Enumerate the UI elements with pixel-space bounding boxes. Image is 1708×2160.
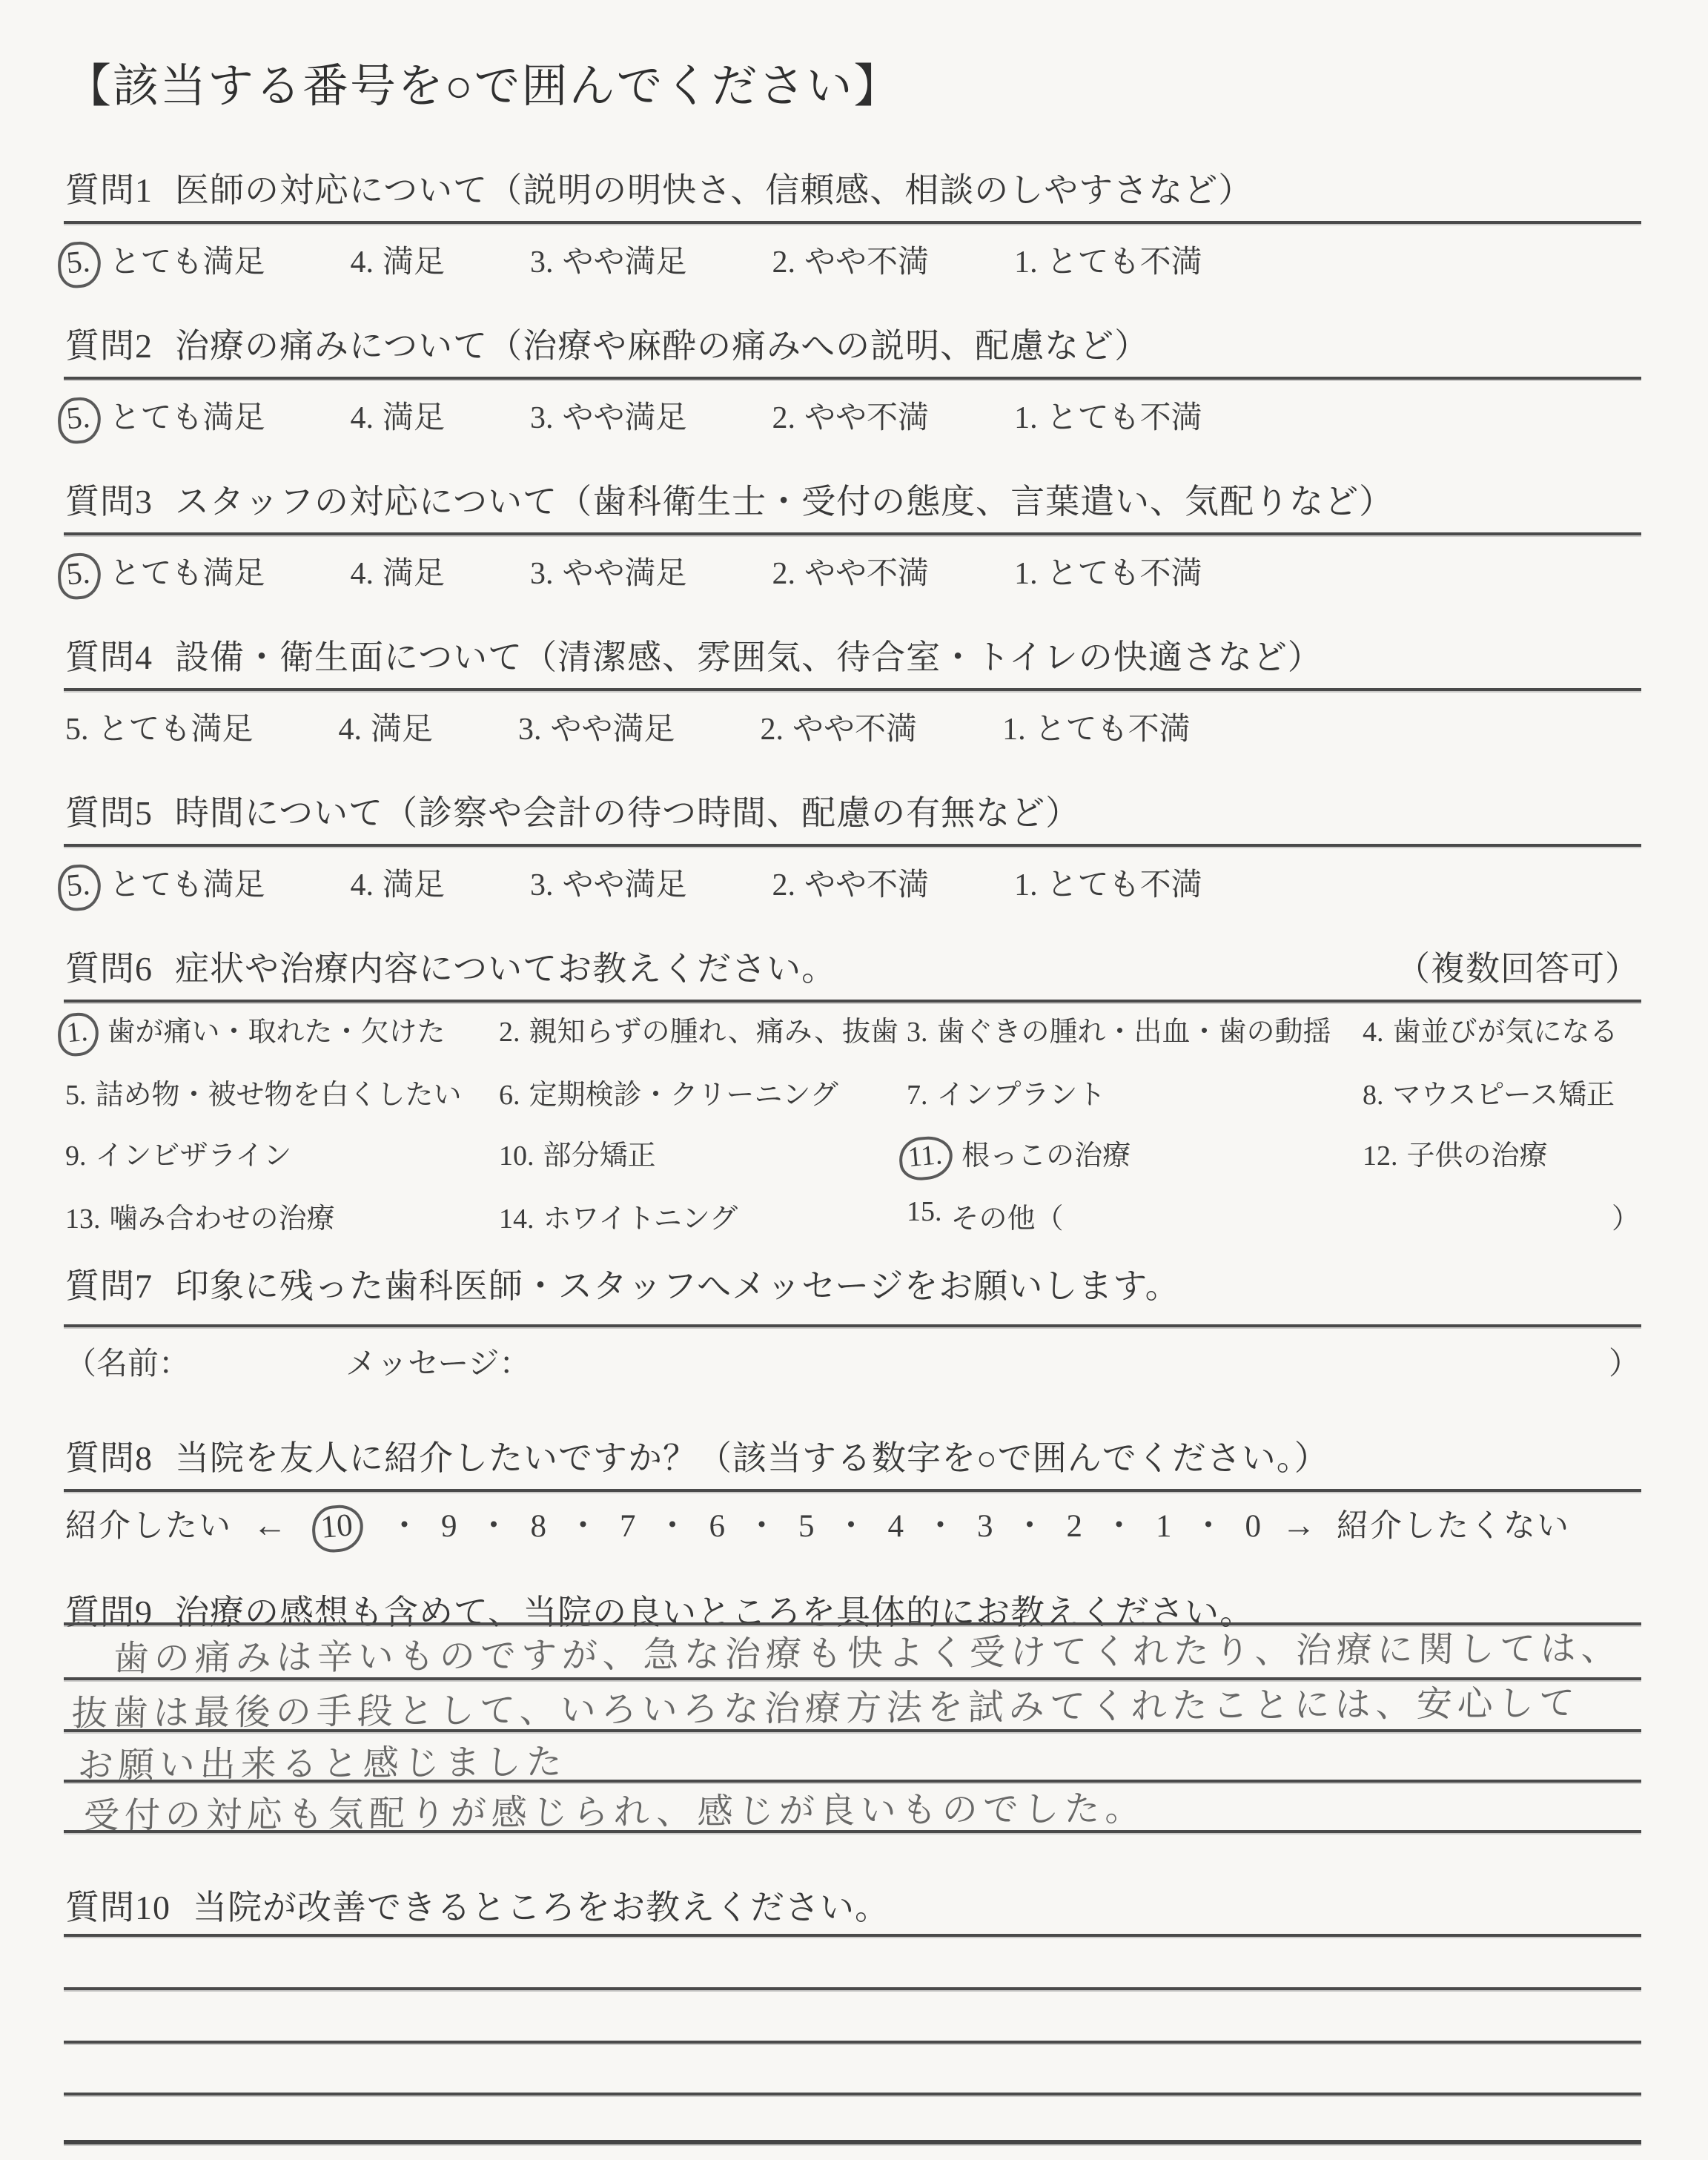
- handwritten-answer-line: 受付の対応も気配りが感じられ、感じが良いものでした。: [83, 1787, 1147, 1837]
- option-number: 5.: [56, 552, 102, 601]
- question-number: 質問10: [65, 1889, 171, 1926]
- symptom-item-15-other: [907, 1195, 1640, 1236]
- divider-rule: [64, 688, 1641, 691]
- option-label: やや満足: [562, 401, 687, 435]
- question-5-header: [65, 786, 1640, 835]
- item-number: 10.: [499, 1140, 534, 1172]
- item-number: 12.: [1363, 1140, 1398, 1172]
- option-label: やや満足: [562, 557, 687, 591]
- item-label: 詰め物・被せ物を白くしたい: [95, 1080, 462, 1111]
- divider-rule: [64, 532, 1641, 535]
- answer-rule: [64, 1830, 1641, 1833]
- message-field-label: メッセージ：: [345, 1347, 531, 1381]
- answer-rule: [64, 1934, 1641, 1937]
- item-number: 8.: [1363, 1080, 1384, 1111]
- nps-number-0: 0: [1245, 1509, 1261, 1544]
- question-number: 質問6: [65, 950, 153, 988]
- symptom-item-8: [1363, 1071, 1640, 1112]
- option-very-dissatisfied: [1014, 860, 1202, 906]
- option-very-dissatisfied: [1014, 549, 1202, 595]
- option-label: とても満足: [109, 557, 265, 591]
- symptom-item-6: [499, 1071, 907, 1112]
- option-very-satisfied: [65, 393, 265, 439]
- symptom-item-12: [1363, 1132, 1640, 1175]
- question-title: 印象に残った歯科医師・スタッフへメッセージをお願いします。: [175, 1267, 1180, 1305]
- question-title: 治療の痛みについて（治療や麻酔の痛みへの説明、配慮など）: [175, 327, 1150, 365]
- dot-separator: ・: [388, 1509, 420, 1544]
- item-label: インプラント: [936, 1080, 1106, 1111]
- option-label: とても満足: [109, 245, 265, 280]
- question-number: 質問1: [65, 171, 153, 209]
- close-paren: ）: [1611, 1203, 1640, 1235]
- dot-separator: ・: [746, 1509, 778, 1544]
- option-number: 1.: [1002, 713, 1026, 747]
- nps-number-5: 5: [798, 1509, 815, 1544]
- question-7-header: [65, 1259, 1640, 1308]
- nps-number-6: 6: [709, 1509, 725, 1544]
- option-somewhat-dissatisfied: [772, 860, 930, 906]
- option-number: 3.: [530, 557, 554, 591]
- item-label: 噛み合わせの治療: [109, 1203, 335, 1235]
- question-5-options: [65, 860, 1202, 906]
- option-label: やや満足: [550, 713, 675, 747]
- option-somewhat-satisfied: [518, 704, 675, 749]
- option-satisfied: [351, 860, 446, 906]
- question-8-header: [65, 1431, 1640, 1480]
- option-number: 3.: [530, 401, 554, 435]
- dot-separator: ・: [1013, 1509, 1046, 1544]
- option-somewhat-satisfied: [530, 549, 687, 595]
- option-satisfied: [351, 549, 446, 595]
- dot-separator: ・: [924, 1509, 956, 1544]
- option-somewhat-satisfied: [530, 393, 687, 439]
- other-blank-space: [1064, 1195, 1612, 1236]
- close-paren: ）: [1608, 1347, 1640, 1381]
- item-label: 定期検診・クリーニング: [529, 1080, 838, 1111]
- option-number: 4.: [350, 557, 374, 591]
- question-title: スタッフの対応について（歯科衛生士・受付の態度、言葉遣い、気配りなど）: [175, 483, 1394, 521]
- symptom-item-11: [907, 1132, 1363, 1175]
- option-number: 2.: [772, 557, 796, 591]
- option-label: とても満足: [97, 713, 254, 747]
- blank-answer-rule: [64, 1987, 1641, 1990]
- question-4-header: [65, 630, 1640, 679]
- item-label: 子供の治療: [1406, 1140, 1548, 1172]
- option-label: やや不満: [804, 557, 930, 591]
- item-number: 5.: [65, 1080, 87, 1111]
- blank-answer-rule: [64, 2093, 1641, 2095]
- item-label: マウスピース矯正: [1392, 1080, 1615, 1111]
- question-2-header: [65, 319, 1640, 368]
- option-somewhat-dissatisfied: [761, 704, 918, 749]
- option-label: とても不満: [1046, 557, 1202, 591]
- question-title: 治療の感想も含めて、当院の良いところを具体的にお教えください。: [175, 1593, 1255, 1631]
- symptom-item-3: [907, 1008, 1363, 1051]
- question-number: 質問2: [65, 327, 153, 365]
- option-label: 満足: [383, 557, 446, 591]
- option-number: 5.: [56, 863, 102, 913]
- nps-scale-row: [65, 1501, 1640, 1552]
- symptom-item-5: [65, 1071, 499, 1112]
- dot-separator: ・: [567, 1509, 599, 1544]
- symptom-item-2: [499, 1008, 907, 1051]
- item-number: 11.: [898, 1135, 955, 1182]
- option-number: 5.: [65, 713, 89, 747]
- question-title: 設備・衛生面について（清潔感、雰囲気、待合室・トイレの快適さなど）: [175, 638, 1323, 676]
- option-number: 4.: [350, 401, 374, 435]
- option-very-satisfied: [65, 549, 265, 595]
- blank-answer-rule: [64, 2140, 1641, 2144]
- option-somewhat-satisfied: [530, 237, 687, 283]
- divider-rule: [64, 844, 1641, 847]
- nps-number-7: 7: [620, 1509, 636, 1544]
- option-label: 満足: [371, 713, 434, 747]
- blank-answer-rule: [64, 2041, 1641, 2044]
- option-label: とても不満: [1046, 868, 1202, 902]
- question-title: 医師の対応について（説明の明快さ、信頼感、相談のしやすさなど）: [175, 171, 1254, 209]
- option-label: やや不満: [804, 868, 930, 902]
- option-somewhat-dissatisfied: [772, 393, 930, 439]
- nps-number-2: 2: [1066, 1509, 1082, 1544]
- nps-number-8: 8: [530, 1509, 546, 1544]
- question-number: 質問9: [65, 1593, 153, 1631]
- option-number: 5.: [56, 396, 102, 446]
- question-1-header: [65, 163, 1640, 212]
- item-number: 2.: [499, 1017, 520, 1048]
- question-number: 質問8: [65, 1439, 153, 1477]
- option-number: 1.: [1014, 868, 1038, 902]
- option-label: 満足: [383, 401, 446, 435]
- option-satisfied: [351, 393, 446, 439]
- item-label: 部分矯正: [543, 1140, 656, 1172]
- option-very-satisfied: [65, 704, 254, 749]
- option-number: 4.: [338, 713, 363, 747]
- option-number: 2.: [772, 868, 796, 902]
- question-6-options-grid: [65, 1008, 1640, 1236]
- item-number: 7.: [907, 1080, 928, 1111]
- dot-separator: ・: [1103, 1509, 1135, 1544]
- option-label: やや満足: [562, 245, 687, 280]
- handwritten-answer-line: 抜歯は最後の手段として、いろいろな治療方法を試みてくれたことには、安心して: [71, 1682, 1580, 1734]
- option-label: 満足: [383, 245, 446, 280]
- item-label: 歯ぐきの腫れ・出血・歯の動揺: [936, 1017, 1331, 1048]
- item-label: 歯が痛い・取れた・欠けた: [107, 1017, 446, 1048]
- symptom-item-14: [499, 1195, 907, 1236]
- option-number: 4.: [350, 868, 374, 902]
- item-number: 6.: [499, 1080, 520, 1111]
- item-label: 親知らずの腫れ、痛み、抜歯: [529, 1017, 899, 1048]
- divider-rule: [64, 1000, 1641, 1003]
- option-number: 1.: [1014, 401, 1038, 435]
- item-number: 4.: [1363, 1017, 1384, 1048]
- question-title: 当院を友人に紹介したいですか？（該当する数字を○で囲んでください。）: [175, 1439, 1329, 1477]
- option-label: やや不満: [804, 245, 930, 280]
- item-label: 根っこの治療: [961, 1140, 1131, 1172]
- dot-separator: ・: [477, 1509, 510, 1544]
- item-number: 15.: [907, 1196, 942, 1227]
- multi-answer-note: （複数回答可）: [1396, 950, 1640, 988]
- dot-separator: ・: [656, 1509, 689, 1544]
- question-10-header: [65, 1880, 1640, 1929]
- question-2-options: [65, 393, 1202, 439]
- option-label: 満足: [383, 868, 446, 902]
- name-field-label: （名前：: [65, 1347, 191, 1381]
- option-satisfied: [339, 704, 434, 749]
- option-label: やや満足: [562, 868, 687, 902]
- option-number: 2.: [760, 713, 784, 747]
- symptom-item-13: [65, 1195, 499, 1236]
- item-label: その他（: [950, 1203, 1064, 1235]
- nps-number-4: 4: [887, 1509, 904, 1544]
- option-label: とても不満: [1046, 245, 1202, 280]
- option-number: 3.: [530, 868, 554, 902]
- nps-number-1: 1: [1156, 1509, 1172, 1544]
- question-7-answer-row: [65, 1339, 1640, 1384]
- option-number: 1.: [1014, 245, 1038, 280]
- option-somewhat-dissatisfied: [772, 549, 930, 595]
- dot-separator: ・: [835, 1509, 867, 1544]
- option-number: 1.: [1014, 557, 1038, 591]
- option-label: やや不満: [792, 713, 918, 747]
- handwritten-answer-line: 歯の痛みは辛いものですが、急な治療も快よく受けてくれたり、治療に関しては、: [113, 1627, 1623, 1680]
- question-1-options: [65, 237, 1202, 283]
- item-label: ホワイトニング: [543, 1203, 738, 1235]
- item-label: インビザライン: [95, 1140, 292, 1172]
- dot-separator: ・: [1192, 1509, 1225, 1544]
- option-very-satisfied: [65, 860, 265, 906]
- nps-number-10: 10: [310, 1503, 365, 1554]
- option-somewhat-dissatisfied: [772, 237, 930, 283]
- nps-number-9: 9: [441, 1509, 457, 1544]
- form-title: 【該当する番号を○で囲んでください】: [65, 62, 901, 112]
- question-number: 質問4: [65, 638, 153, 676]
- left-arrow-icon: ←: [253, 1506, 287, 1544]
- handwritten-answer-line: お願い出来ると感じました: [77, 1741, 568, 1786]
- symptom-item-7: [907, 1071, 1363, 1112]
- item-number: 3.: [907, 1017, 928, 1048]
- option-number: 2.: [772, 401, 796, 435]
- option-number: 5.: [56, 240, 102, 290]
- question-6-header: [65, 942, 1640, 991]
- option-very-dissatisfied: [1002, 704, 1191, 749]
- option-somewhat-satisfied: [530, 860, 687, 906]
- option-very-dissatisfied: [1014, 237, 1202, 283]
- option-label: とても不満: [1046, 401, 1202, 435]
- answer-rule: [64, 1729, 1641, 1732]
- question-number: 質問5: [65, 794, 153, 832]
- question-title: 当院が改善できるところをお教えください。: [193, 1889, 890, 1926]
- option-label: とても不満: [1034, 713, 1191, 747]
- nps-number-3: 3: [977, 1509, 993, 1544]
- option-number: 4.: [350, 245, 374, 280]
- item-number: 1.: [56, 1011, 100, 1058]
- option-number: 3.: [518, 713, 542, 747]
- right-arrow-icon: →: [1282, 1506, 1316, 1544]
- nps-left-label: 紹介したい: [65, 1509, 232, 1544]
- option-label: とても満足: [109, 401, 265, 435]
- option-number: 3.: [530, 245, 554, 280]
- question-number: 質問7: [65, 1267, 153, 1305]
- option-label: とても満足: [109, 868, 265, 902]
- question-4-options: [65, 704, 1191, 749]
- item-label: 歯並びが気になる: [1392, 1017, 1618, 1048]
- item-number: 9.: [65, 1140, 87, 1172]
- item-number: 13.: [65, 1203, 101, 1235]
- question-3-header: [65, 475, 1640, 524]
- option-very-satisfied: [65, 237, 265, 283]
- option-number: 2.: [772, 245, 796, 280]
- question-title: 症状や治療内容についてお教えください。: [175, 950, 837, 988]
- symptom-item-1: [65, 1008, 499, 1051]
- question-title: 時間について（診察や会計の待つ時間、配慮の有無など）: [175, 794, 1081, 832]
- divider-rule: [64, 221, 1641, 224]
- symptom-item-9: [65, 1132, 499, 1175]
- symptom-item-4: [1363, 1008, 1640, 1051]
- item-number: 14.: [499, 1203, 534, 1235]
- divider-rule: [64, 377, 1641, 380]
- nps-right-label: 紹介したくない: [1337, 1509, 1570, 1544]
- question-3-options: [65, 549, 1202, 595]
- symptom-item-10: [499, 1132, 907, 1175]
- option-satisfied: [351, 237, 446, 283]
- question-number: 質問3: [65, 483, 153, 521]
- option-very-dissatisfied: [1014, 393, 1202, 439]
- divider-rule: [64, 1324, 1641, 1327]
- divider-rule: [64, 1489, 1641, 1492]
- option-label: やや不満: [804, 401, 930, 435]
